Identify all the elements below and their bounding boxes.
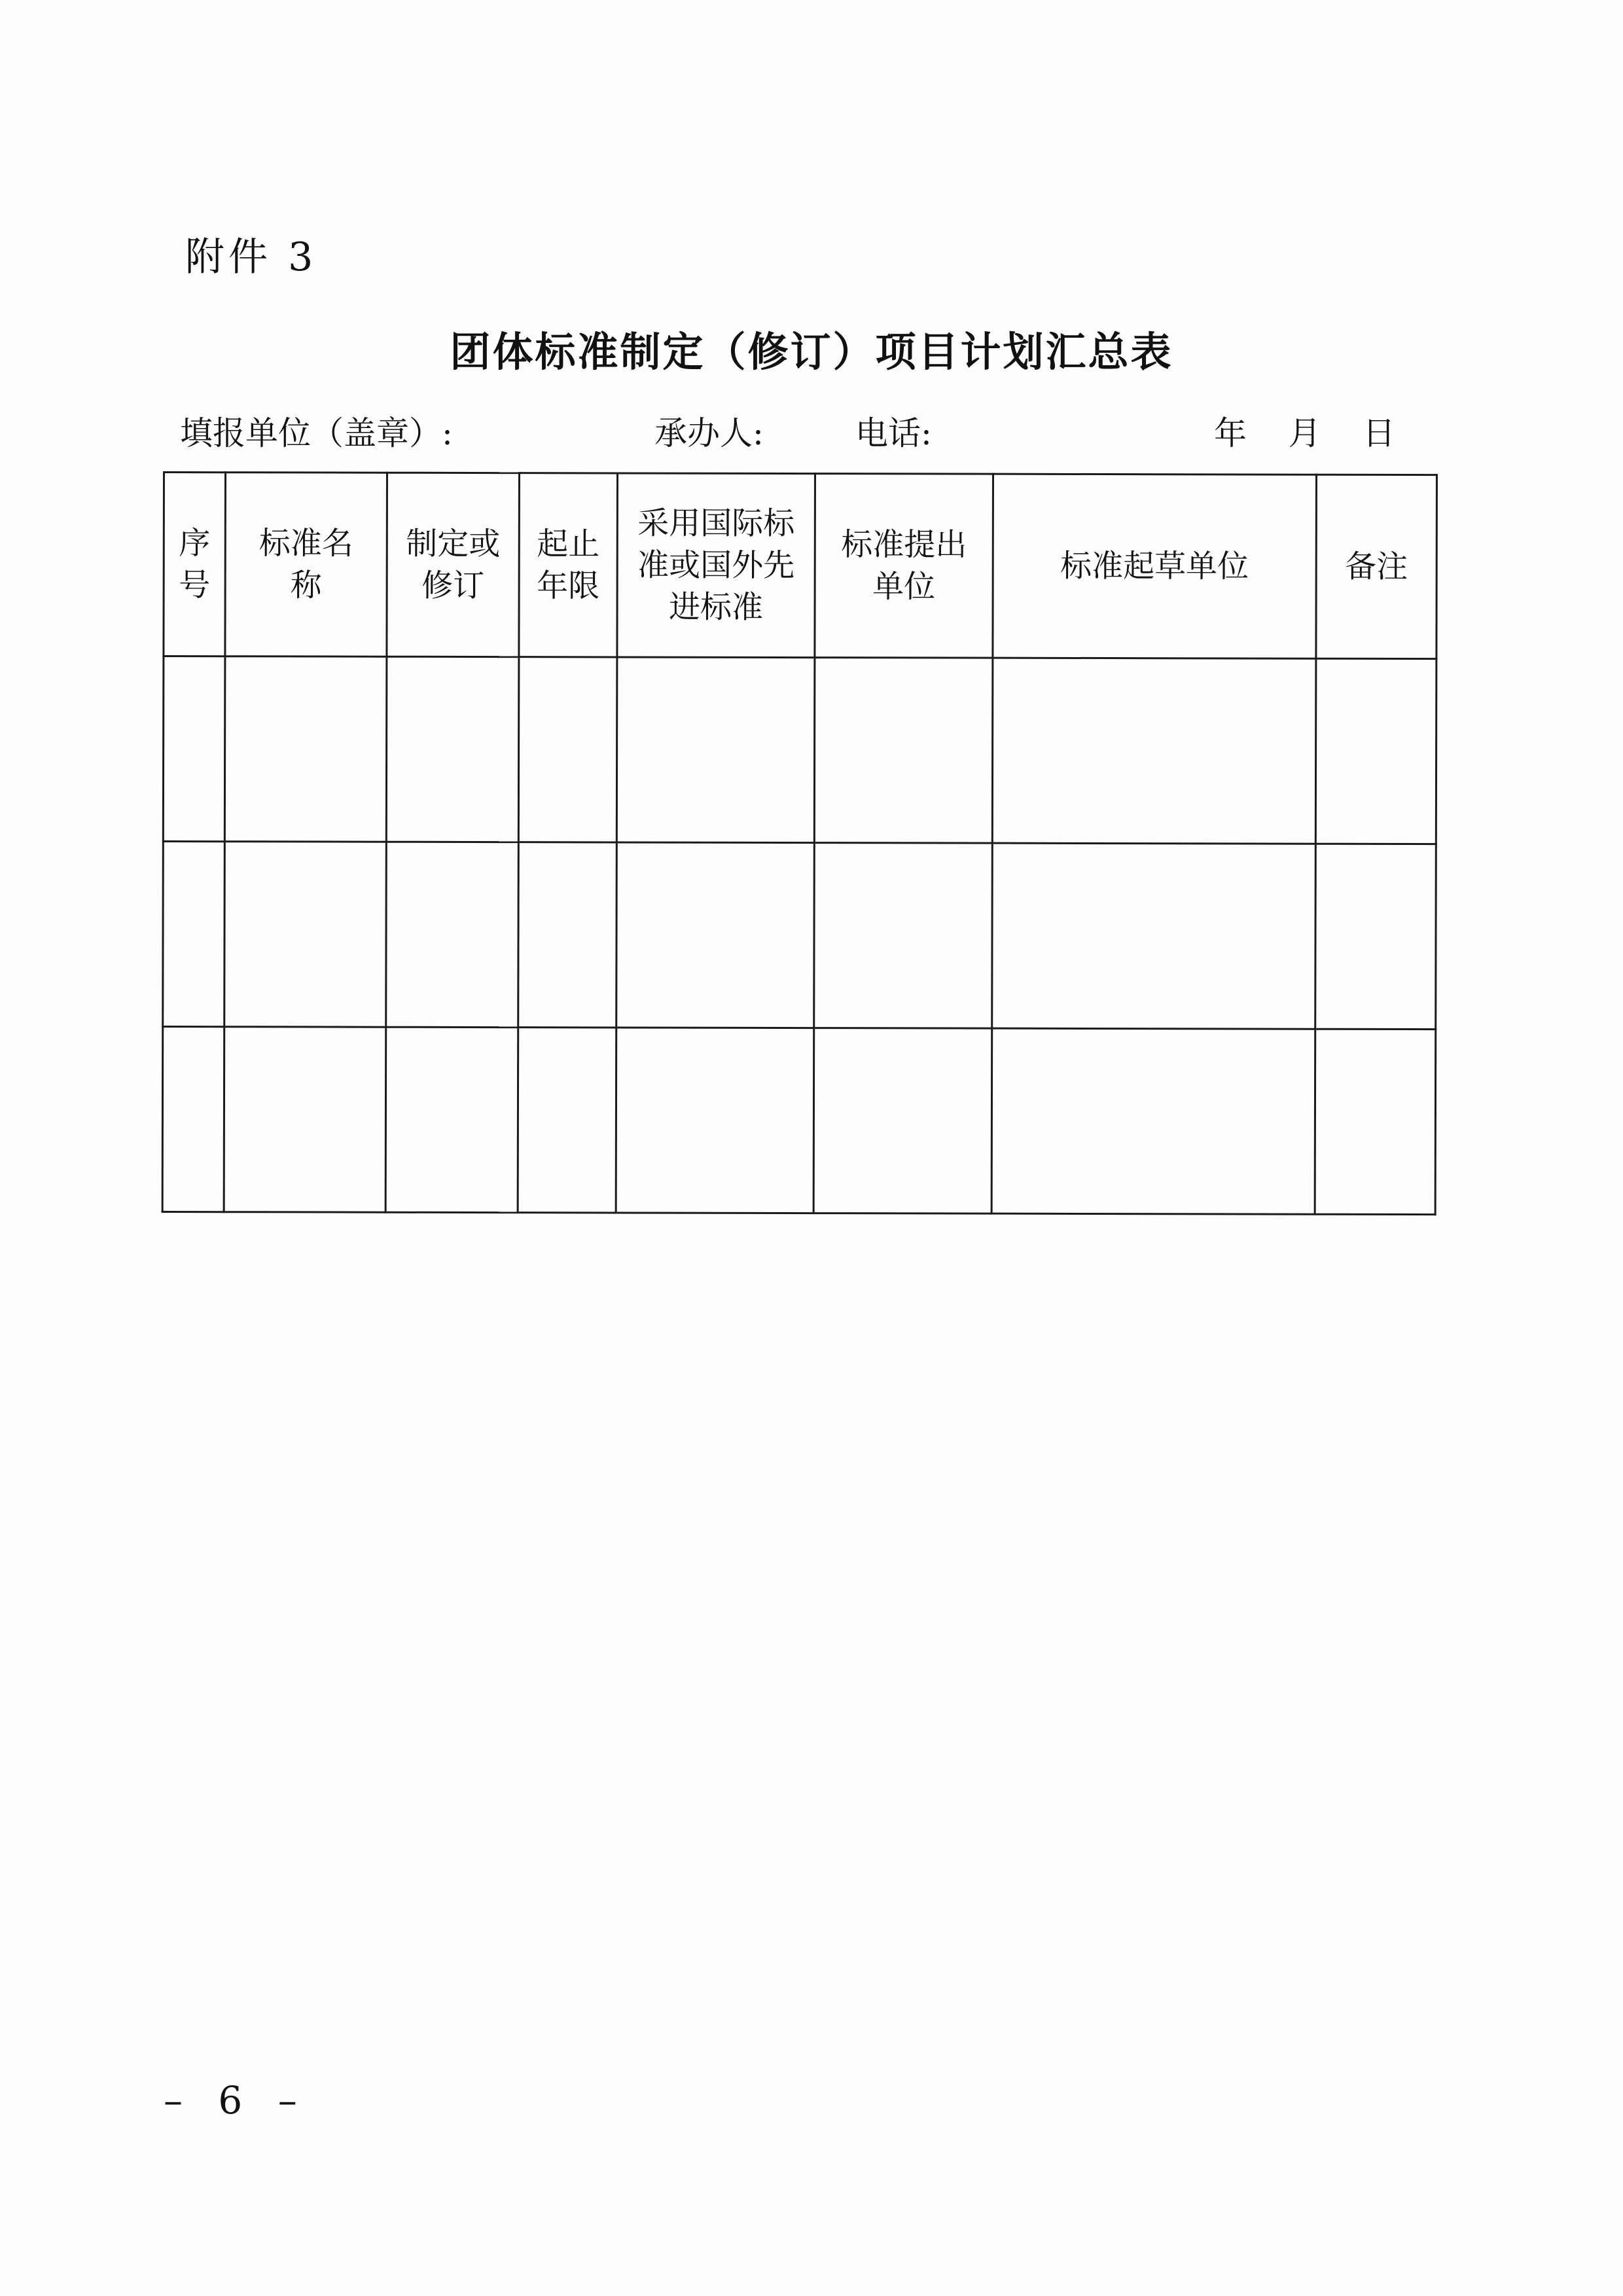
- header-adopted-line3: 进标准: [668, 588, 764, 626]
- page-title: 团体标准制定（修订）项目计划汇总表: [450, 328, 1173, 376]
- cell-proposer: [814, 658, 993, 844]
- cell-drafter: [992, 658, 1316, 844]
- header-type-line2: 修订: [421, 567, 485, 605]
- header-standard-name: [225, 473, 387, 657]
- cell-name: [224, 1027, 386, 1213]
- cell-serial: [162, 1027, 224, 1212]
- header-period-line2: 年限: [537, 567, 600, 605]
- table-row: [162, 1027, 1436, 1215]
- cell-type: [385, 1027, 518, 1212]
- header-period-line1: 起止: [537, 526, 600, 563]
- header-adopted-line1: 采用国际标: [637, 505, 795, 543]
- header-proposer-line2: 单位: [872, 568, 936, 605]
- header-type-line1: 制定或: [406, 525, 501, 563]
- cell-type: [386, 842, 519, 1027]
- cell-name: [224, 656, 387, 842]
- cell-period: [518, 1028, 616, 1213]
- table-row: [163, 842, 1436, 1030]
- header-serial-line1: 序: [179, 525, 211, 562]
- cell-remarks: [1315, 1029, 1436, 1214]
- cell-adopted: [616, 657, 815, 843]
- header-adopted-standard: [617, 473, 815, 658]
- header-proposing-unit: [815, 474, 993, 658]
- cell-period: [518, 657, 617, 842]
- cell-remarks: [1315, 658, 1436, 844]
- header-remarks: [1316, 475, 1437, 658]
- cell-drafter: [991, 1028, 1315, 1214]
- cell-adopted: [616, 1028, 814, 1213]
- header-remarks-label: 备注: [1345, 548, 1408, 585]
- handler-label: 承办人:: [654, 414, 764, 452]
- header-adopted-line2: 准或国外先: [637, 547, 795, 584]
- date-label: 年 月 日: [1214, 414, 1396, 452]
- attachment-label: 附件 3: [185, 234, 317, 280]
- header-period: [519, 473, 618, 657]
- cell-serial: [163, 656, 225, 842]
- header-establish-or-revise: [387, 473, 520, 656]
- phone-label: 电话:: [855, 414, 932, 452]
- plan-summary-table: [162, 471, 1438, 1215]
- cell-period: [518, 842, 617, 1028]
- cell-drafter: [992, 843, 1316, 1029]
- header-name-line2: 称: [290, 567, 322, 604]
- cell-type: [386, 656, 519, 842]
- header-name-line1: 标准名: [259, 525, 353, 562]
- header-serial-line2: 号: [179, 567, 211, 604]
- header-proposer-line1: 标准提出: [841, 526, 967, 564]
- cell-serial: [163, 842, 225, 1027]
- cell-remarks: [1315, 844, 1436, 1029]
- cell-adopted: [616, 842, 815, 1028]
- cell-proposer: [813, 1028, 992, 1214]
- table-header-row: [164, 473, 1437, 659]
- cell-name: [224, 842, 387, 1028]
- header-drafter-label: 标准起草单位: [1060, 547, 1249, 585]
- fill-unit-label: 填报单位（盖章）:: [180, 414, 453, 452]
- page-number: – 6 –: [164, 2078, 309, 2123]
- table-row: [163, 656, 1436, 844]
- header-drafting-unit: [993, 474, 1317, 658]
- header-serial-number: [164, 473, 226, 656]
- cell-proposer: [814, 843, 993, 1029]
